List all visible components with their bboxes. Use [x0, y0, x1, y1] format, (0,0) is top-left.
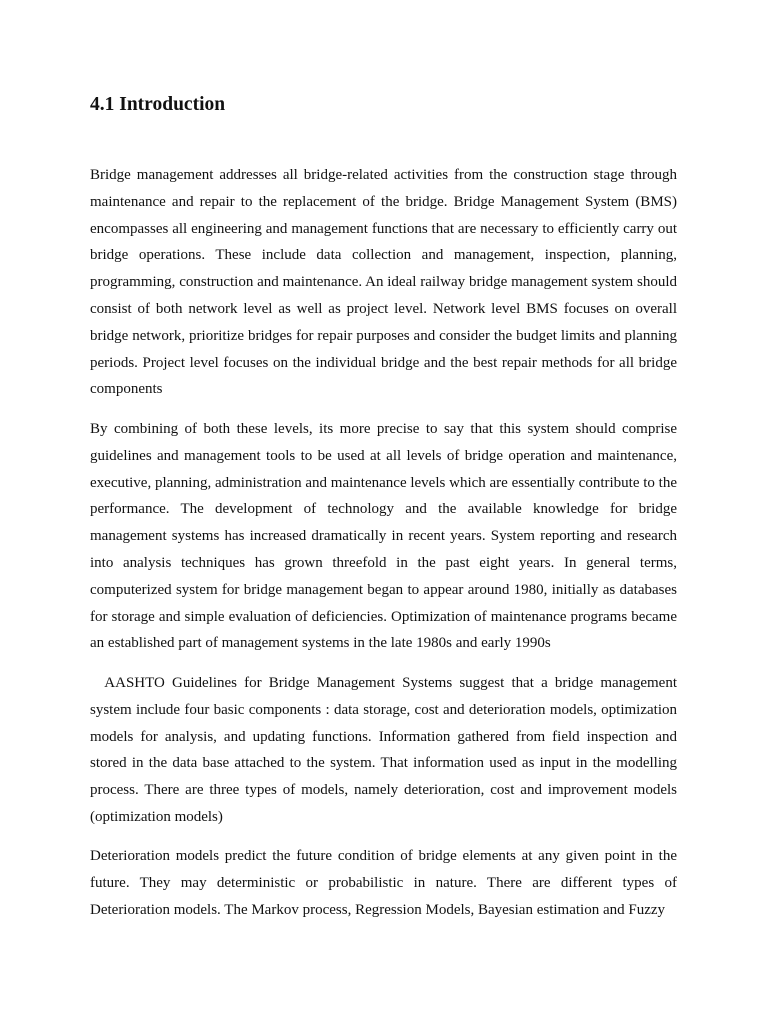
paragraph-aashto-guidelines: AASHTO Guidelines for Bridge Management Systems suggest that a bridge management system include four basic components : data storage, cost and deterioration models, optimization models for analysis, and updating functions. Information gathered from field inspection and stored in the data base attached to the system. That information used as input in the modelling process. There are three types of models, namely deterioration, cost and improvement models (optimization models) — [90, 675, 677, 825]
paragraph-combining-levels: By combining of both these levels, its more precise to say that this system should comprise guidelines and management tools to be used at all levels of bridge operation and maintenance, executive, planning, administration and maintenance levels which are essentially contribute to the performance. The development of technology and the available knowledge for bridge management systems has increased dramatically in recent years. System reporting and research into analysis techniques has grown threefold in the past eight years. In general terms, computerized system for bridge management began to appear around 1980, initially as databases for storage and simple evaluation of deficiencies. Optimization of maintenance programs became an established part of management systems in the late 1980s and early 1990s — [90, 421, 677, 652]
paragraph-deterioration-models: Deterioration models predict the future condition of bridge elements at any given point in the future. They may deterministic or probabilistic in nature. There are different types of Deterioration models. The Markov process, Regression Models, Bayesian estimation and Fuzzy — [90, 848, 677, 918]
section-heading: 4.1 Introduction — [90, 94, 226, 115]
paragraph-bms-overview: Bridge management addresses all bridge-related activities from the construction stage through maintenance and repair to the replacement of the bridge. Bridge Management System (BMS) encompasses all engineering and management functions that are necessary to efficiently carry out bridge operations. These include data collection and management, inspection, planning, programming, construction and maintenance. An ideal railway bridge management system should consist of both network level as well as project level. Network level BMS focuses on overall bridge network, prioritize bridges for repair purposes and consider the budget limits and planning periods. Project level focuses on the individual bridge and the best repair methods for all bridge components — [90, 167, 677, 398]
